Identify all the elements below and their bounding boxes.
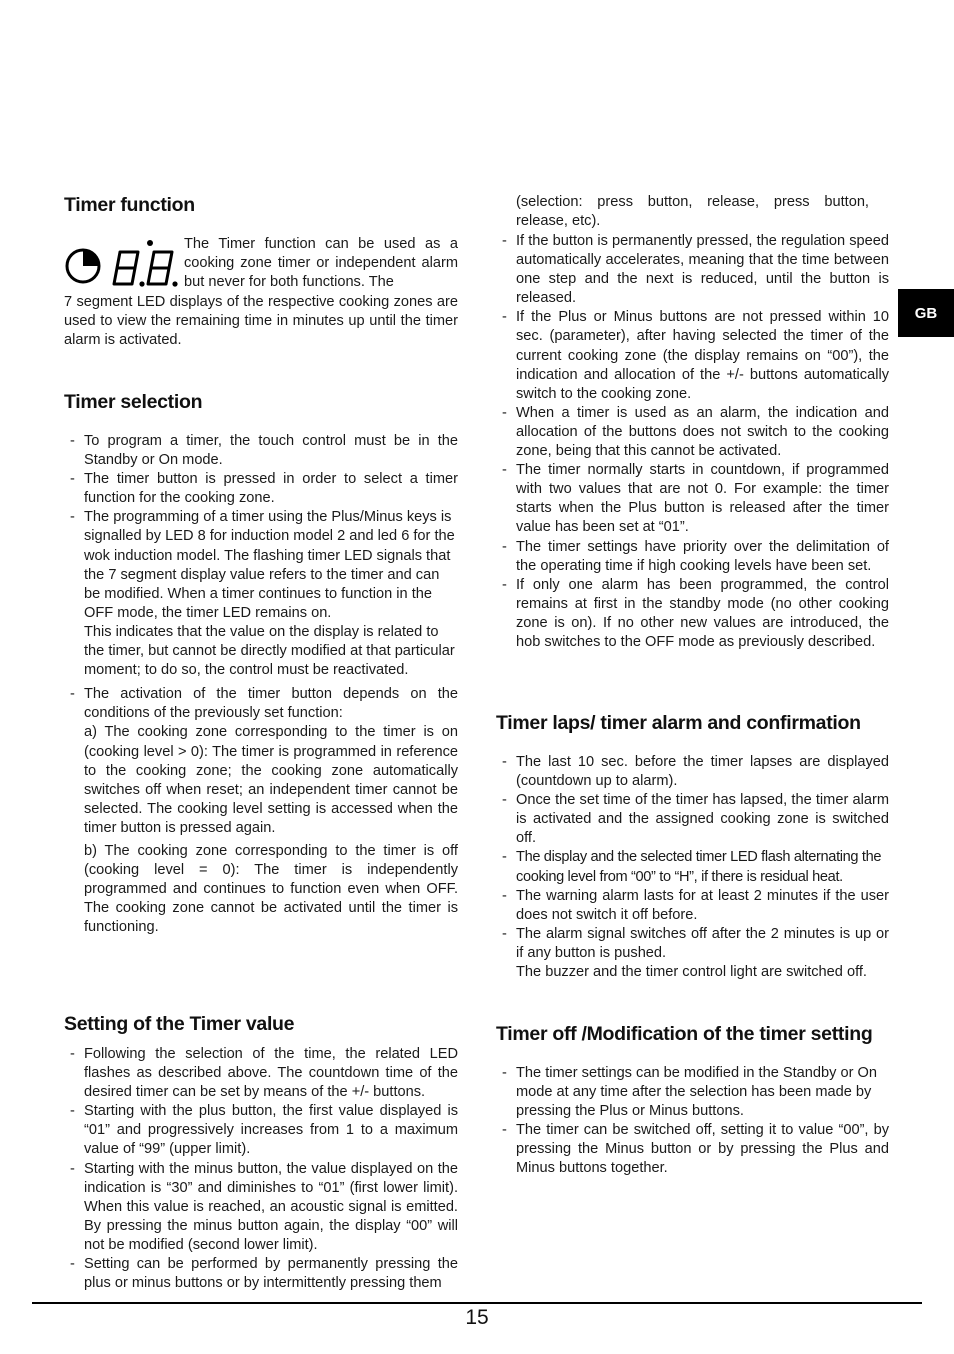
- timer-value-list-continued: [496, 232, 889, 652]
- timer-selection-heading: Timer selection: [64, 391, 203, 413]
- list-item: - When a timer is used as an alarm, the indication and allocation of the buttons does not switch to the cooking zone, being that this cannot be activated.: [496, 404, 889, 461]
- list-item-note: The buzzer and the timer control light are switched off.: [516, 964, 867, 981]
- list-item: - The programming of a timer using the Plus/Minus keys is signalled by LED 8 for induction model 2 and led 6 for the wok induction model. The flashing timer LED signals that the 7 segment display value refers to the timer and can be modified. When a timer continues to function in the OFF mode, the timer LED remains on. This indicates that the value on the display is related to the timer, but cannot be directly modified at that particular moment; to do so, the control must be reactivated.: [64, 508, 458, 680]
- timer-laps-list: [496, 753, 889, 982]
- list-item-option-a: a) The cooking zone corresponding to the timer is on (cooking level > 0): The timer is programmed in reference to the cooking zone; the cooking zone automatically switches off when reset; an independent timer cannot be selected. The cooking level setting is accessed when the timer button is pressed again.: [84, 724, 458, 836]
- footer-divider: [32, 1302, 922, 1304]
- list-item-note: This indicates that the value on the display is related to the timer, but cannot be directly modified at that particular moment; to do so, the control must be reactivated.: [84, 623, 455, 679]
- list-item: - The timer normally starts in countdown, if programmed with two values that are not 0. For example: the timer starts when the Plus button is released after the timer value has been set at “01”.: [496, 461, 889, 537]
- list-item: - Once the set time of the timer has lapsed, the timer alarm is activated and the assigned cooking zone is switched off.: [496, 791, 889, 848]
- timer-value-heading: Setting of the Timer value: [64, 1013, 295, 1035]
- list-item: - The warning alarm lasts for at least 2 minutes if the user does not switch it off before.: [496, 887, 889, 925]
- page-number: 15: [465, 1306, 489, 1329]
- list-item: - The timer settings can be modified in the Standby or On mode at any time after the selection has been made by pressing the Plus or Minus buttons.: [496, 1064, 889, 1121]
- timer-function-intro: The Timer function can be used as a cooking zone timer or independent alarm but never for both functions. The: [184, 236, 458, 291]
- list-item: - To program a timer, the touch control must be in the Standby or On mode.: [64, 432, 458, 470]
- language-tab: GB: [898, 289, 954, 337]
- list-item: - The timer button is pressed in order to select a timer function for the cooking zone.: [64, 470, 458, 508]
- list-item: - Starting with the plus button, the first value displayed is “01” and progressively increases from 1 to a maximum value of “99” (upper limit).: [64, 1102, 458, 1159]
- list-item: - If the Plus or Minus buttons are not pressed within 10 sec. (parameter), after having selected the timer of the current cooking zone (the display remains on “00”), the indication and allocation of the +/- buttons automatically switch to the cooking zone.: [496, 308, 889, 403]
- list-item: - The last 10 sec. before the timer lapses are displayed (countdown up to alarm).: [496, 753, 889, 791]
- continuation-text: (selection: press button, release, press button, release, etc).: [516, 194, 869, 230]
- list-item: - The timer settings have priority over the delimitation of the operating time if high cooking levels have been set.: [496, 538, 889, 576]
- timer-off-list: [496, 1064, 889, 1179]
- list-item: - The alarm signal switches off after the 2 minutes is up or if any button is pushed. The buzzer and the timer control light are switched off.: [496, 925, 889, 982]
- list-item-option-b: b) The cooking zone corresponding to the timer is off (cooking level = 0): The timer is independently programmed and continues to function even when OFF. The cooking zone cannot be activated until the timer is functioning.: [84, 842, 458, 936]
- timer-off-heading: Timer off /Modification of the timer setting: [496, 1023, 873, 1045]
- timer-value-list: [64, 1045, 458, 1293]
- list-item: - If the button is permanently pressed, the regulation speed automatically accelerates, meaning that the time between one step and the next is reduced, until the button is released.: [496, 232, 889, 308]
- list-item: - The activation of the timer button depends on the conditions of the previously set function: a) The cooking zone corresponding to the timer is on (cooking level > 0): The timer is programmed in reference to the cooking zone; the cooking zone automatically switches off when reset; an independent timer cannot be selected. The cooking level setting is accessed when the timer button is pressed again. b) The cooking zone corresponding to the timer is off (cooking level = 0): The timer is independently programmed and continues to function even when OFF. The cooking zone cannot be activated until the timer is functioning.: [64, 685, 458, 937]
- timer-selection-list: [64, 432, 458, 937]
- timer-function-heading: Timer function: [64, 194, 195, 216]
- list-item: - Starting with the minus button, the value displayed on the indication is “30” and diminishes to “01” (first lower limit). When this value is reached, an acoustic signal is emitted. By pressing the minus button again, the display “00” will not be modified (second lower limit).: [64, 1160, 458, 1255]
- list-item: - The timer can be switched off, setting it to value “00”, by pressing the Minus button or by pressing the Plus and Minus buttons together.: [496, 1121, 889, 1178]
- timer-function-text: 7 segment LED displays of the respective cooking zones are used to view the remaining time in minutes up until the timer alarm is activated.: [64, 294, 458, 349]
- list-item: - Following the selection of the time, the related LED flashes as described above. The countdown time of the desired timer can be set by means of the +/- buttons.: [64, 1045, 458, 1102]
- timer-laps-heading: Timer laps/ timer alarm and confirmation: [496, 712, 861, 734]
- list-item: - If only one alarm has been programmed, the control remains at first in the standby mode (no other cooking zone is on). If no other new values are introduced, the hob switches to the OFF mode as previously described.: [496, 576, 889, 652]
- timer-display-icon: [64, 234, 182, 290]
- list-item: - Setting can be performed by permanently pressing the plus or minus buttons or by intermittently pressing them: [64, 1255, 458, 1293]
- list-item: - The display and the selected timer LED flash alternating the cooking level from “00” to “H”, if there is residual heat.: [496, 848, 889, 886]
